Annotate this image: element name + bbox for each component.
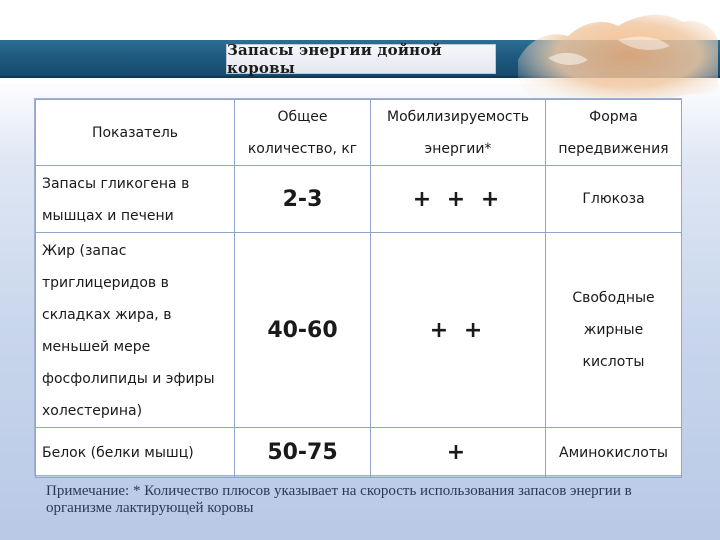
header-mobilization	[371, 100, 546, 166]
row-protein-amount: 50-75	[235, 428, 371, 478]
footnote-line-2: организме лактирующей коровы	[46, 500, 254, 516]
footnote	[46, 483, 696, 517]
indicator-line: меньшей мере	[42, 339, 151, 355]
slide-title-plate	[226, 41, 496, 77]
form-line: Аминокислоты	[559, 444, 668, 461]
header-form-line-1: Форма	[589, 108, 638, 125]
footnote-line-1: Примечание: * Количество плюсов указывает на скорость использования запасов энергии в	[46, 483, 632, 499]
form-line: Свободные	[572, 290, 655, 306]
indicator-line: триглицеридов в	[42, 275, 169, 291]
table-header-row	[36, 100, 682, 166]
row-fat-form	[546, 233, 682, 428]
header-form-line-2: передвижения	[558, 140, 669, 157]
indicator-line: Жир (запас	[42, 243, 127, 259]
row-protein-indicator	[36, 428, 235, 478]
header-amount-line-2: количество, кг	[247, 140, 358, 157]
indicator-line: Белок (белки мышц)	[42, 444, 194, 461]
row-fat-mobilization: + +	[371, 233, 546, 428]
form-line: жирные	[583, 322, 644, 338]
header-mobilization-line-2: энергии*	[424, 140, 492, 157]
indicator-line: фосфолипиды и эфиры	[42, 371, 215, 387]
header-indicator-label: Показатель	[91, 124, 179, 141]
header-form	[546, 100, 682, 166]
row-glycogen-mobilization: + + +	[371, 166, 546, 233]
indicator-line: мышцах и печени	[42, 208, 174, 224]
table-row	[36, 233, 682, 428]
indicator-line: складках жира, в	[42, 307, 172, 323]
indicator-line: холестерина)	[42, 403, 143, 419]
form-line: кислоты	[582, 354, 645, 370]
slide-title: Запасы энергии дойной коровы	[227, 41, 442, 77]
row-fat-indicator	[36, 233, 235, 428]
energy-reserves-table-card	[35, 99, 681, 475]
table-row	[36, 428, 682, 478]
row-protein-form	[546, 428, 682, 478]
header-amount-line-1: Общее	[277, 108, 328, 125]
row-glycogen-indicator	[36, 166, 235, 233]
form-line: Глюкоза	[582, 191, 645, 207]
indicator-line: Запасы гликогена в	[42, 176, 190, 192]
header-indicator	[36, 100, 235, 166]
header-mobilization-line-1: Мобилизируемость	[387, 108, 529, 125]
row-glycogen-amount: 2-3	[235, 166, 371, 233]
header-amount	[235, 100, 371, 166]
row-fat-amount: 40-60	[235, 233, 371, 428]
table-row	[36, 166, 682, 233]
row-glycogen-form	[546, 166, 682, 233]
row-protein-mobilization: +	[371, 428, 546, 478]
energy-reserves-table	[35, 99, 682, 478]
